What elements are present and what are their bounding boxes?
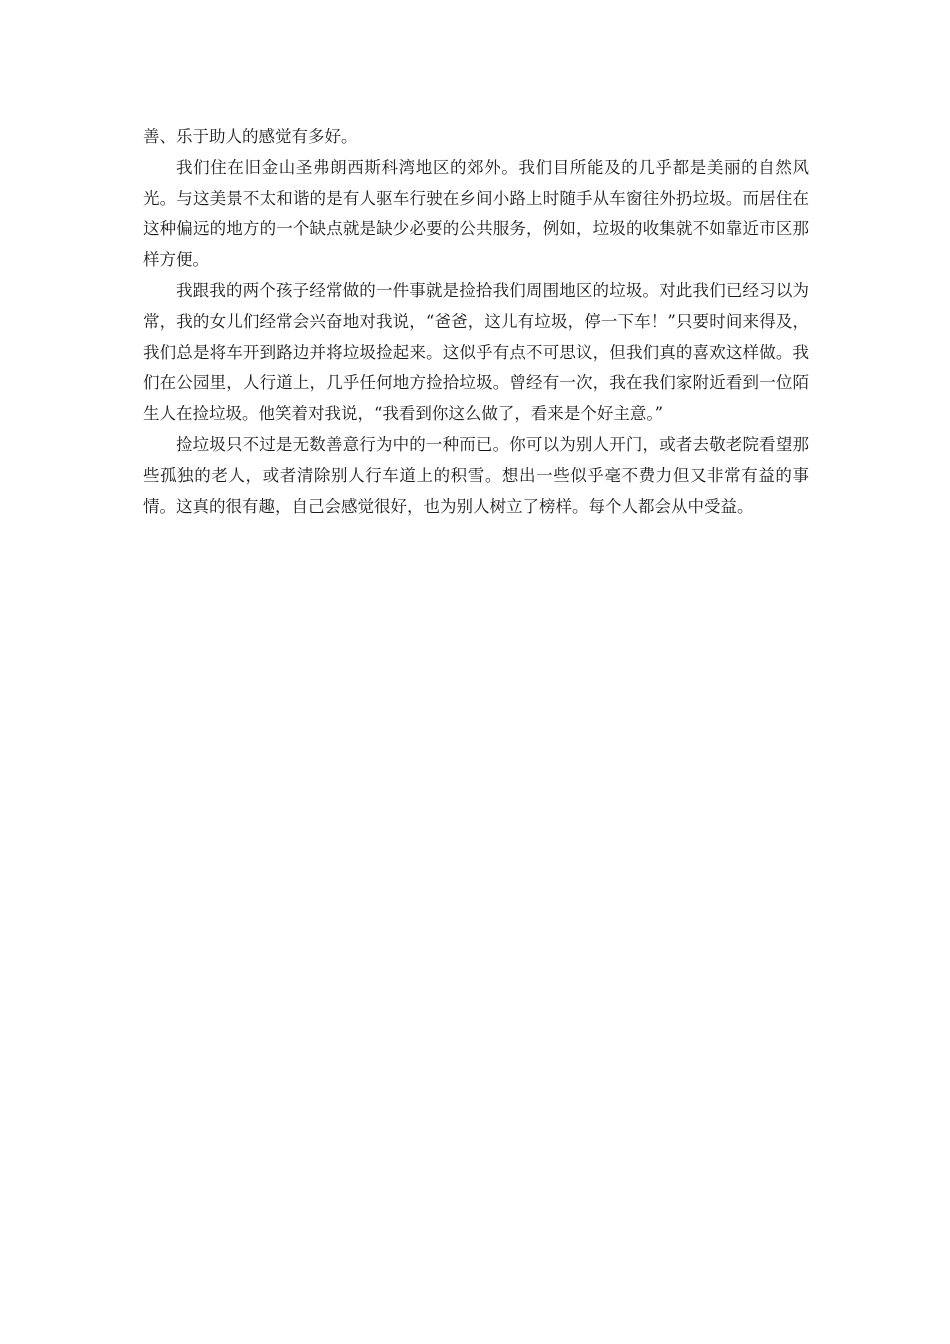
paragraph-continuation: 善、乐于助人的感觉有多好。 <box>143 127 358 146</box>
paragraph-suburb: 我们住在旧金山圣弗朗西斯科湾地区的郊外。我们目所能及的几乎都是美丽的自然风光。与这美景不太和谐的是有人驱车行驶在乡间小路上时随手从车窗往外扔垃圾。而居住在这种偏远的地方的一个缺点就是缺少必要的公共服务，例如，垃圾的收集就不如靠近市区那样方便。 <box>143 157 809 270</box>
paragraph-kindness: 捡垃圾只不过是无数善意行为中的一种而已。你可以为别人开门，或者去敬老院看望那些孤独的老人，或者清除别人行车道上的积雪。想出一些似乎毫不费力但又非常有益的事情。这真的很有趣，自己会感觉很好，也为别人树立了榜样。每个人都会从中受益。 <box>143 434 809 516</box>
paragraph-picking-litter: 我跟我的两个孩子经常做的一件事就是捡拾我们周围地区的垃圾。对此我们已经习以为常，我的女儿们经常会兴奋地对我说，“爸爸，这儿有垃圾，停一下车！”只要时间来得及，我们总是将车开到路边并将垃圾捡起来。这似乎有点不可思议，但我们真的喜欢这样做。我们在公园里，人行道上，几乎任何地方捡拾垃圾。曾经有一次，我在我们家附近看到一位陌生人在捡垃圾。他笑着对我说，“我看到你这么做了，看来是个好主意。” <box>143 280 809 424</box>
document-body <box>143 122 809 522</box>
